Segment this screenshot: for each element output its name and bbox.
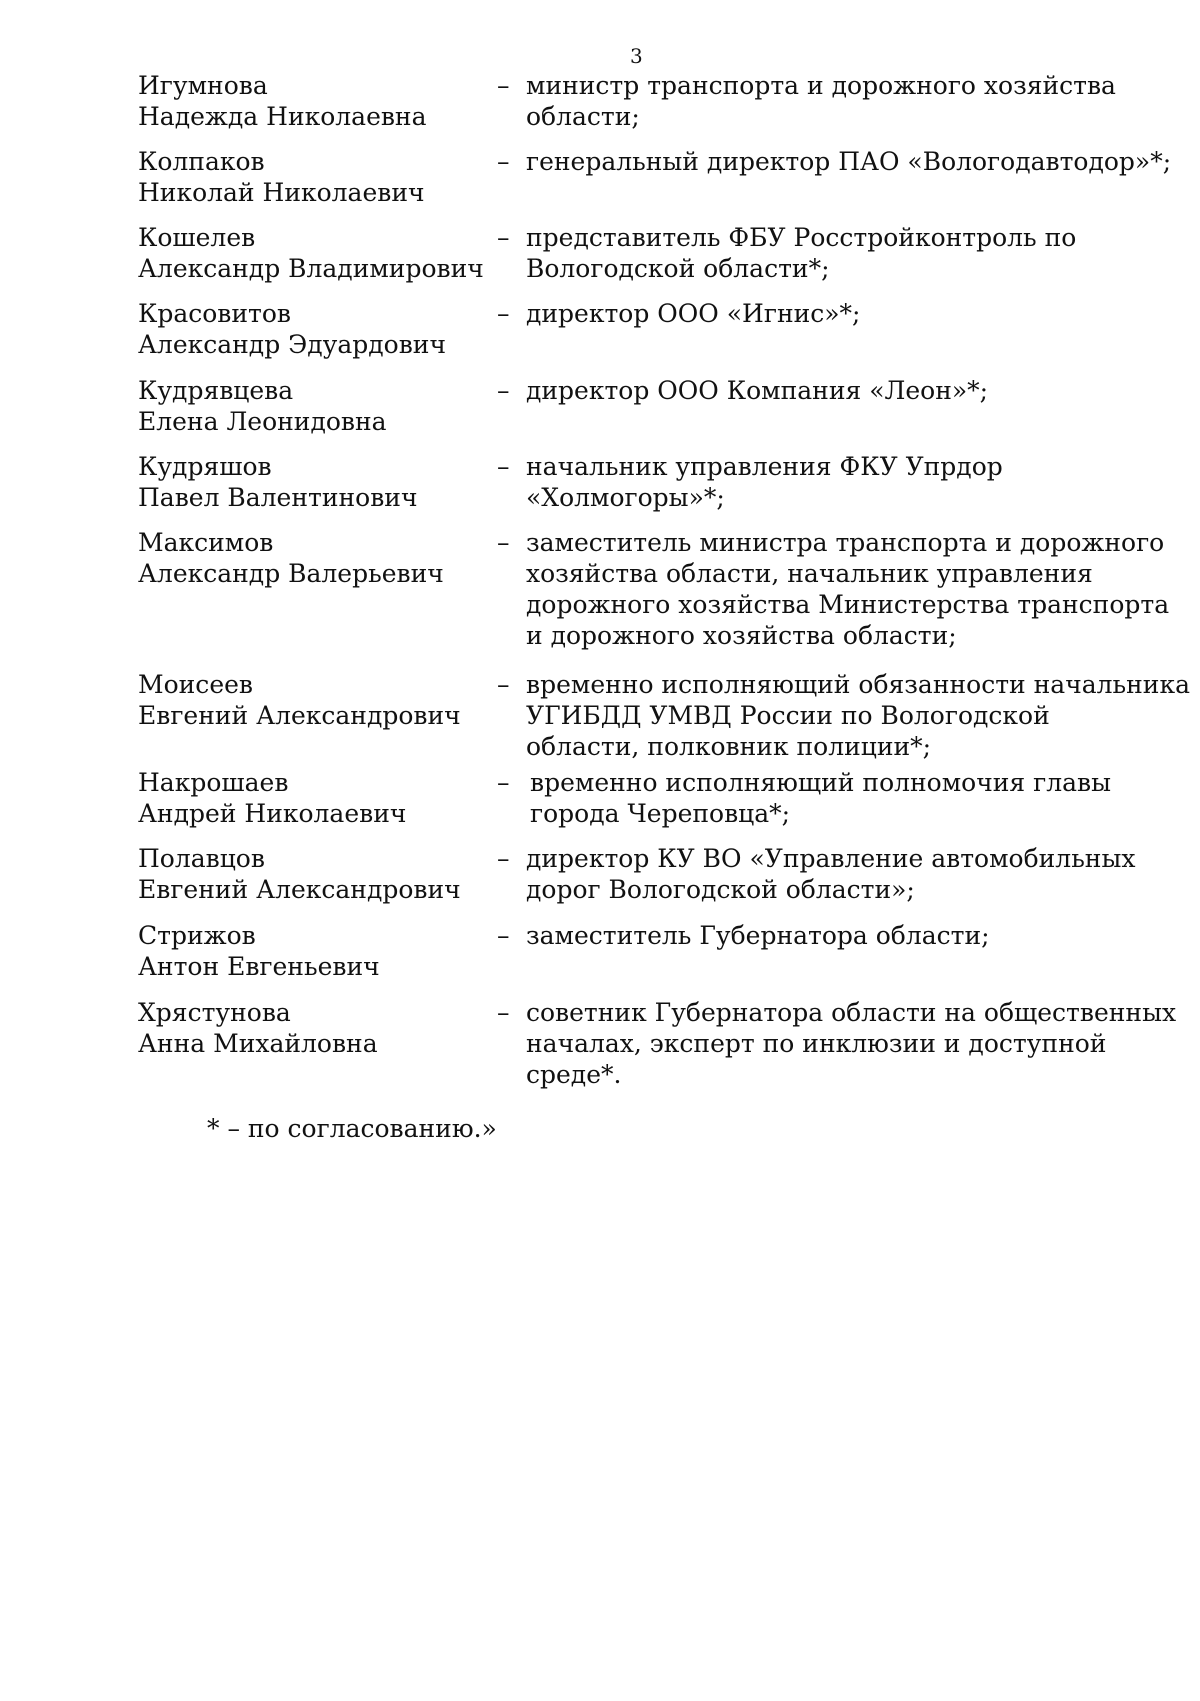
member-given-names: Евгений Александрович xyxy=(138,701,461,730)
role-line: «Холмогоры»*; xyxy=(526,483,725,512)
role-line: УГИБДД УМВД России по Вологодской xyxy=(526,701,1050,730)
role-line: временно исполняющий полномочия главы xyxy=(530,768,1111,797)
member-surname: Кудрявцева xyxy=(138,376,294,405)
member-given-names: Евгений Александрович xyxy=(138,875,461,904)
dash-separator: – xyxy=(497,670,510,699)
role-line: начальник управления ФКУ Упрдор xyxy=(526,452,1003,481)
member-role xyxy=(530,767,1152,829)
member-role xyxy=(526,222,1148,284)
dash-separator: – xyxy=(497,921,510,950)
role-line: и дорожного хозяйства области; xyxy=(526,621,957,650)
member-surname: Колпаков xyxy=(138,147,265,176)
member-given-names: Антон Евгеньевич xyxy=(138,952,380,981)
member-given-names: Надежда Николаевна xyxy=(138,102,427,131)
member-name xyxy=(138,375,478,437)
dash-separator: – xyxy=(497,844,510,873)
dash-separator: – xyxy=(497,71,510,100)
member-surname: Стрижов xyxy=(138,921,256,950)
member-role xyxy=(526,843,1148,905)
role-line: министр транспорта и дорожного хозяйства xyxy=(526,71,1116,100)
member-given-names: Александр Валерьевич xyxy=(138,559,444,588)
member-given-names: Александр Владимирович xyxy=(138,254,484,283)
role-line: области; xyxy=(526,102,640,131)
role-line: заместитель министра транспорта и дорожного xyxy=(526,528,1165,557)
member-name xyxy=(138,527,478,589)
member-role xyxy=(526,527,1170,651)
dash-separator: – xyxy=(497,376,510,405)
member-name xyxy=(138,997,478,1059)
dash-separator: – xyxy=(497,528,510,557)
role-line: области, полковник полиции*; xyxy=(526,732,932,761)
member-surname: Кошелев xyxy=(138,223,256,252)
role-line: среде*. xyxy=(526,1060,622,1089)
member-given-names: Николай Николаевич xyxy=(138,178,425,207)
role-line: генеральный директор ПАО «Вологодавтодор»*; xyxy=(526,147,1172,176)
member-role xyxy=(526,375,1148,406)
page-number: 3 xyxy=(630,44,643,68)
dash-separator: – xyxy=(497,452,510,481)
role-line: советник Губернатора области на общественных xyxy=(526,998,1177,1027)
member-given-names: Павел Валентинович xyxy=(138,483,418,512)
member-role xyxy=(526,920,1148,951)
member-role xyxy=(526,146,1172,177)
role-line: хозяйства области, начальник управления xyxy=(526,559,1093,588)
role-line: директор ООО «Игнис»*; xyxy=(526,299,861,328)
dash-separator: – xyxy=(497,223,510,252)
member-name xyxy=(138,767,478,829)
member-name xyxy=(138,669,478,731)
role-line: директор ООО Компания «Леон»*; xyxy=(526,376,989,405)
member-surname: Накрошаев xyxy=(138,768,289,797)
role-line: представитель ФБУ Росстройконтроль по xyxy=(526,223,1077,252)
member-given-names: Андрей Николаевич xyxy=(138,799,407,828)
member-name xyxy=(138,843,478,905)
dash-separator: – xyxy=(497,768,510,797)
member-name xyxy=(138,298,478,360)
member-surname: Максимов xyxy=(138,528,274,557)
member-role xyxy=(526,669,1190,762)
member-name xyxy=(138,222,484,284)
member-given-names: Елена Леонидовна xyxy=(138,407,387,436)
member-name xyxy=(138,146,478,208)
member-name xyxy=(138,70,478,132)
member-surname: Полавцов xyxy=(138,844,265,873)
member-surname: Красовитов xyxy=(138,299,292,328)
member-role xyxy=(526,70,1148,132)
footnote: * – по согласованию.» xyxy=(207,1114,497,1143)
member-surname: Игумнова xyxy=(138,71,268,100)
role-line: города Череповца*; xyxy=(530,799,791,828)
role-line: дорожного хозяйства Министерства транспорта xyxy=(526,590,1170,619)
member-surname: Хрястунова xyxy=(138,998,291,1027)
member-name xyxy=(138,451,478,513)
member-role xyxy=(526,298,1148,329)
dash-separator: – xyxy=(497,299,510,328)
member-role xyxy=(526,451,1148,513)
member-name xyxy=(138,920,478,982)
role-line: началах, эксперт по инклюзии и доступной xyxy=(526,1029,1107,1058)
role-line: временно исполняющий обязанности начальника xyxy=(526,670,1190,699)
member-role xyxy=(526,997,1177,1090)
role-line: директор КУ ВО «Управление автомобильных xyxy=(526,844,1136,873)
dash-separator: – xyxy=(497,998,510,1027)
role-line: дорог Вологодской области»; xyxy=(526,875,915,904)
member-given-names: Александр Эдуардович xyxy=(138,330,446,359)
member-given-names: Анна Михайловна xyxy=(138,1029,378,1058)
member-surname: Кудряшов xyxy=(138,452,272,481)
member-surname: Моисеев xyxy=(138,670,253,699)
role-line: Вологодской области*; xyxy=(526,254,830,283)
role-line: заместитель Губернатора области; xyxy=(526,921,990,950)
dash-separator: – xyxy=(497,147,510,176)
